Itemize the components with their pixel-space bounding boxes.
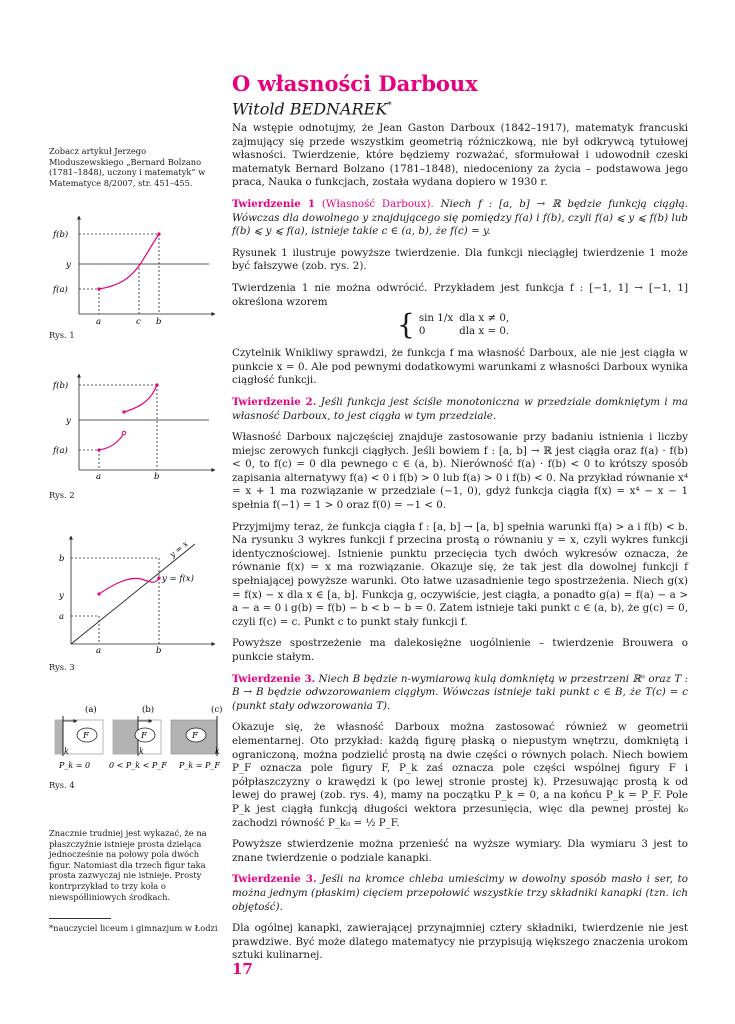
svg-text:F: F <box>141 731 147 741</box>
paragraph: Powyższe spostrzeżenie ma dalekosiężne uogólnienie – twierdzenie Brouwera o punkcie stałym. <box>232 637 688 663</box>
theorem-1: Twierdzenie 1 (Własność Darboux). Niech f : [a, b] → ℝ będzie funkcją ciągłą. Wówczas dla dowolnego y znajdującego się pomiędzy f(a) i f(b), czyli f(a) ⩽ y ⩽ f(b) lub f(b) ⩽ y ⩽ f(a), istnieje takie c ∈ (a, b), że f(c) = y. <box>232 197 688 238</box>
label-y: y <box>66 260 71 270</box>
footnote: *nauczyciel liceum i gimnazjum w Łodzi <box>49 923 218 933</box>
caption-rys3: Rys. 3 <box>49 662 75 672</box>
label-fb: f(b) <box>53 230 69 240</box>
figure-4 <box>49 702 224 772</box>
sidenote-two-figures: Znacznie trudniej jest wykazać, że na płaszczyźnie istnieje prosta dzieląca jednocześnie na połowy pola dwóch figur. Natomiast dla trzech figur taka prosta zazwyczaj nie istnieje. Prosty kontrprzykład to trzy koła o niewspółliniowych środkach. <box>49 828 207 902</box>
figure-3 <box>49 532 219 658</box>
caption-rys1: Rys. 1 <box>49 330 75 340</box>
figure-1 <box>49 210 219 330</box>
paragraph: Własność Darboux najczęściej znajduje zastosowanie przy badaniu istnienia i liczby miejsc zerowych funkcji ciągłych. Jeśli bowiem f : [a, b] → ℝ jest ciągła oraz f(a) · f(b) < 0, to f(c) = 0 dla pewnego c ∈ (a, b). Nierówność f(a) · f(b) < 0 to krótszy sposób zapisania alternatywy f(a) < 0 i f(b) > 0 lub f(a) > 0 i f(b) < 0. Na przykład równanie x⁴ = x + 1 ma rozwiązanie w przedziale (−1, 0), gdyż funkcja ciągła f(x) = x⁴ − x − 1 spełnia f(−1) = 1 > 0 oraz f(0) = −1 < 0. <box>232 431 688 512</box>
page-number: 17 <box>232 960 253 978</box>
svg-text:y = f(x): y = f(x) <box>162 574 194 584</box>
paragraph: Twierdzenia 1 nie można odwrócić. Przykładem jest funkcja f : [−1, 1] → [−1, 1] określona wzorem <box>232 281 688 308</box>
svg-text:b: b <box>154 472 160 482</box>
footnote-rule <box>49 918 111 919</box>
paragraph: Okazuje się, że własność Darboux można zastosować również w geometrii elementarnej. Oto przykład: każdą figurę płaską o niepustym wnętrzu, domkniętą i ograniczoną, można podzielić prostą na dwie części o równych polach. Niech bowiem P_F oznacza pole figury F, P_k zaś oznacza pole części wspólnej figury F i półpłaszczyzny o krawędzi k (po lewej stronie prostej k). Przesuwając prostą k od lewej do prawej (zob. rys. 4), mamy na początku P_k = 0, a na końcu P_k = P_F. Pole P_k jest ciągłą funkcją długości wektora przesunięcia, więc dla pewnej prostej k₀ zachodzi równość P_k₀ = ½ P_F. <box>232 721 688 829</box>
label-b: b <box>156 317 162 327</box>
article-author: Witold BEDNAREK* <box>232 99 392 119</box>
theorem-2: Twierdzenie 2. Jeśli funkcja jest ściśle monotoniczna w przedziale domkniętym i ma własność Darboux, to jest ciągła w tym przedziale. <box>232 395 688 422</box>
svg-text:y = x: y = x <box>167 539 190 560</box>
svg-text:k: k <box>64 747 69 756</box>
svg-text:f(b): f(b) <box>53 381 69 391</box>
label-fa: f(a) <box>53 285 68 295</box>
figure-2 <box>49 370 219 486</box>
svg-text:a: a <box>96 646 102 656</box>
svg-text:f(a): f(a) <box>53 446 68 456</box>
svg-text:b: b <box>156 646 162 656</box>
paragraph: Czytelnik Wnikliwy sprawdzi, że funkcja f ma własność Darboux, ale nie jest ciągła w punkcie x = 0. Ale pod pewnymi dodatkowymi warunkami z własności Darboux wynika ciągłość funkcji. <box>232 347 688 387</box>
paragraph: Na wstępie odnotujmy, że Jean Gaston Darboux (1842–1917), matematyk francuski zajmujący się przede wszystkim geometrią różniczkową, nie był odkrywcą tytułowej własności. Twierdzenie, które będziemy rozważać, sformułował i udowodnił czeski matematyk Bernard Bolzano (1781–1848), niedoceniony za życia – podstawowa jego praca, Nauka o funkcjach, została wydana dopiero w 1930 r. <box>232 122 688 189</box>
label-c: c <box>136 317 141 327</box>
paragraph: Przyjmijmy teraz, że funkcja ciągła f : [a, b] → [a, b] spełnia warunki f(a) > a i f(b) < b. Na rysunku 3 wykres funkcji f przecina prostą o równaniu y = x, czyli wykres funkcji identycznościowej. Istnienie punktu przecięcia tych dwóch wykresów oznacza, że równanie f(x) = x ma rozwiązanie. Okazuje się, że tak jest dla dowolnej funkcji f spełniającej powyższe warunki. Oto łatwe uzasadnienie tego spostrzeżenia. Niech g(x) = f(x) − x dla x ∈ [a, b]. Funkcja g, oczywiście, jest ciągła, a ponadto g(a) = f(a) − a > a − a = 0 i g(b) = f(b) − b < b − b = 0. Zatem istnieje taki punkt c ∈ (a, b), że g(c) = 0, czyli f(c) = c. Punkt c to punkt stały funkcji f. <box>232 520 688 628</box>
paragraph: Rysunek 1 ilustruje powyższe twierdzenie. Dla funkcji nieciągłej twierdzenie 1 może być fałszywe (zob. rys. 2). <box>232 246 688 273</box>
svg-text:(a): (a) <box>85 705 97 715</box>
theorem-sandwich: Twierdzenie 3. Jeśli na kromce chleba umieścimy w dowolny sposób masło i ser, to można jednym (płaskim) cięciem przepołowić wszystkie trzy składniki kanapki (tzn. ich objętość). <box>232 873 688 913</box>
diagonal-line <box>71 544 195 644</box>
svg-text:F: F <box>192 731 198 741</box>
paragraph: Dla ogólnej kanapki, zawierającej przynajmniej cztery składniki, twierdzenie nie jest prawdziwe. Być może dlatego matematycy nie przypisują większego znaczenia urokom sztuki kulinarnej. <box>232 922 688 962</box>
svg-text:(c): (c) <box>211 705 223 715</box>
svg-text:k: k <box>215 747 220 756</box>
svg-text:y: y <box>59 591 64 601</box>
sidenote-bolzano: Zobacz artykuł Jerzego Mioduszewskiego „Bernard Bolzano (1781–1848), uczony i matematyk” w Matematyce 8/2007, str. 451–455. <box>49 146 206 188</box>
svg-text:P_k = P_F: P_k = P_F <box>179 761 220 770</box>
svg-text:(b): (b) <box>142 705 155 715</box>
function-curve <box>99 234 159 289</box>
svg-text:F: F <box>83 731 89 741</box>
svg-text:P_k = 0: P_k = 0 <box>59 761 91 770</box>
caption-rys2: Rys. 2 <box>49 490 75 500</box>
svg-text:k: k <box>139 747 144 756</box>
caption-rys4: Rys. 4 <box>49 780 75 790</box>
article-title: O własności Darboux <box>232 71 478 96</box>
svg-text:y: y <box>66 416 71 426</box>
piecewise-formula: { sin 1/x dla x ≠ 0, 0 dla x = 0. <box>397 308 510 342</box>
svg-text:b: b <box>59 554 65 564</box>
svg-text:a: a <box>96 472 102 482</box>
svg-text:a: a <box>59 612 65 622</box>
svg-text:0 < P_k < P_F: 0 < P_k < P_F <box>109 761 167 770</box>
theorem-3: Twierdzenie 3. Niech B będzie n-wymiarową kulą domkniętą w przestrzeni ℝⁿ oraz T : B → B będzie odwzorowaniem ciągłym. Wówczas istnieje taki punkt c ∈ B, że T(c) = c (punkt stały odwzorowania T). <box>232 672 688 712</box>
paragraph: Powyższe stwierdzenie można przenieść na wyższe wymiary. Dla wymiaru 3 jest to znane twierdzenie o podziale kanapki. <box>232 838 688 864</box>
label-a: a <box>96 317 102 327</box>
main-text <box>232 122 688 971</box>
